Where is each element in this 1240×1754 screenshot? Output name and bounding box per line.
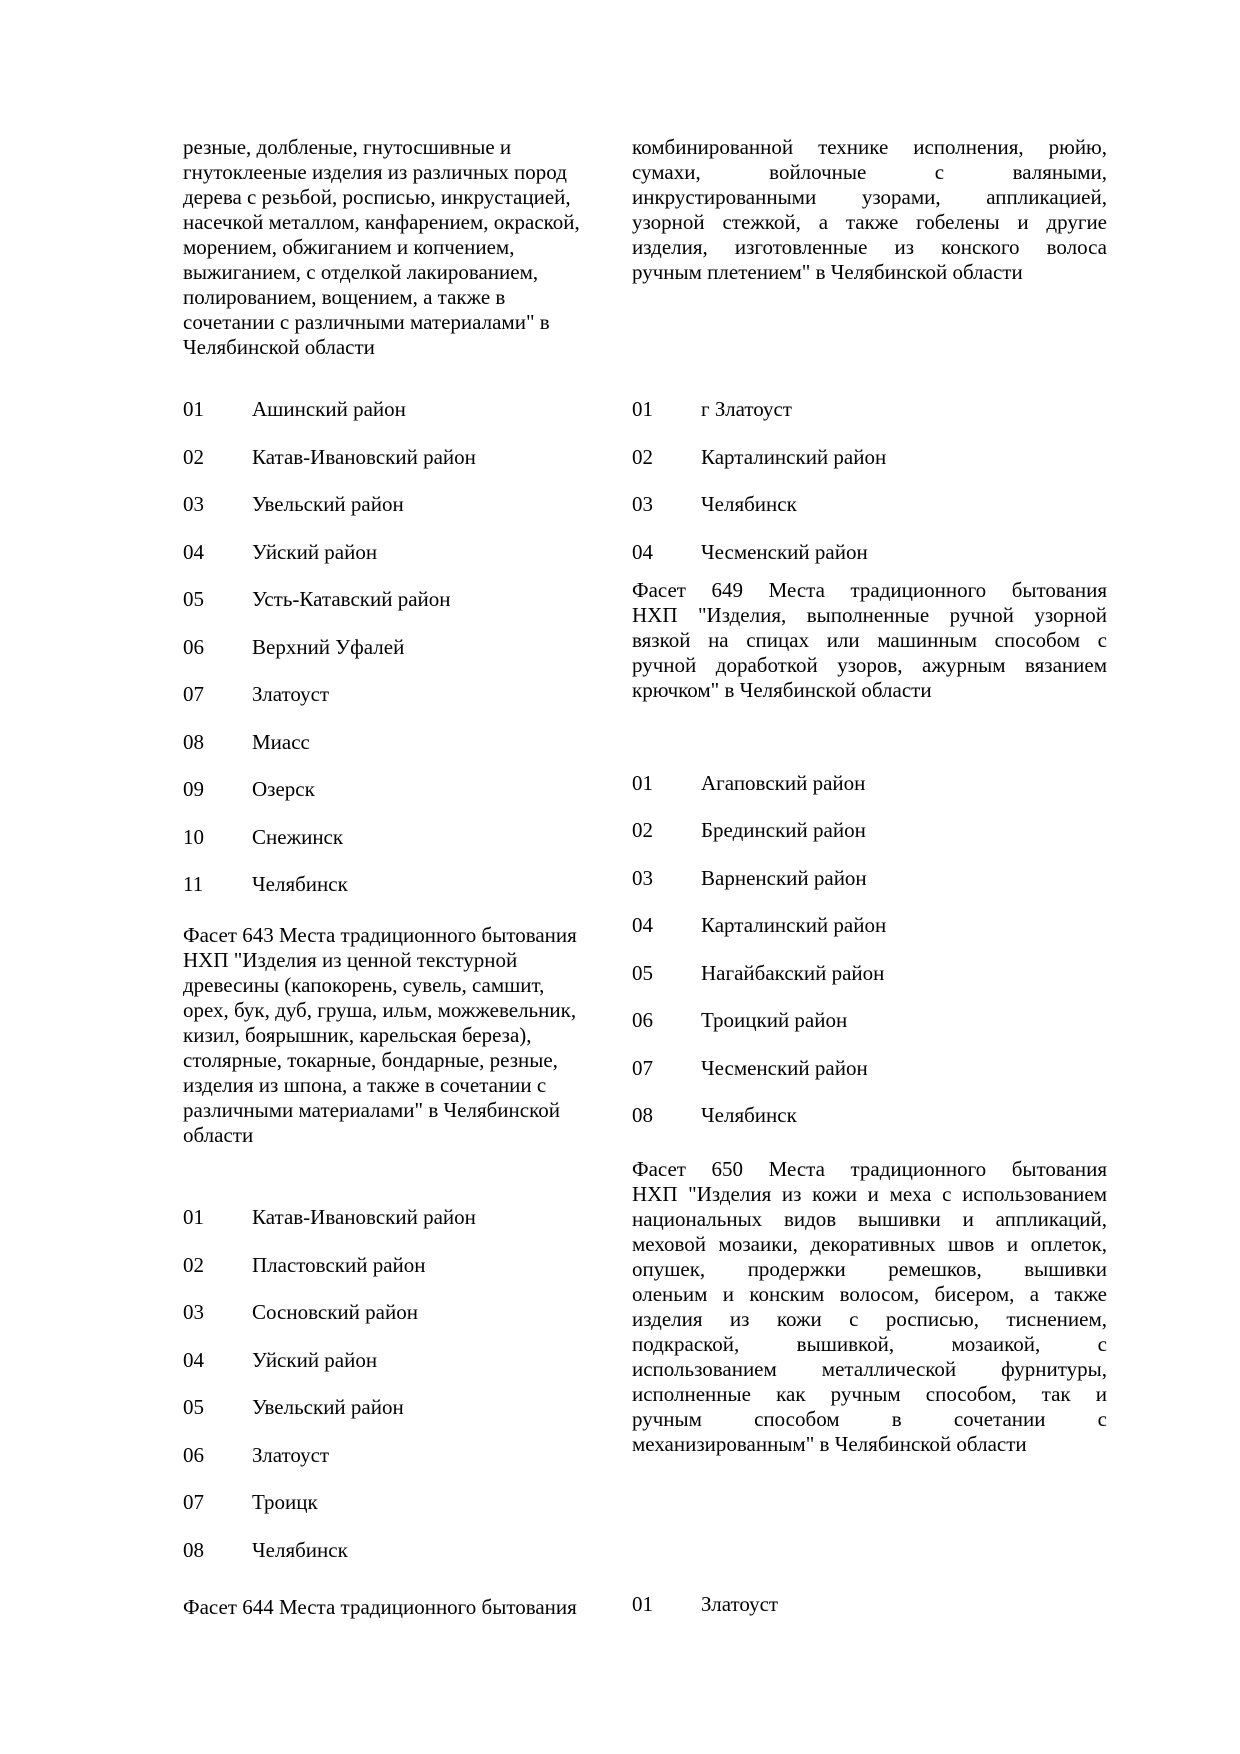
list-item: [183, 1348, 643, 1373]
item-name: Троицк: [252, 1490, 318, 1514]
list-item: [183, 540, 643, 565]
paragraph-line: подкраской, вышивкой, мозаикой, с: [632, 1332, 1107, 1356]
list-item: [183, 682, 643, 707]
paragraph-line: исполненные как ручным способом, так и: [632, 1382, 1107, 1406]
item-name: Катав-Ивановский район: [252, 444, 476, 469]
paragraph-line: изделия из шпона, а также в сочетании с: [183, 1073, 547, 1097]
paragraph-line: Фасет 650 Места традиционного бытования: [632, 1157, 1107, 1181]
list-item: [632, 1592, 1107, 1617]
right-top-places-list: [632, 397, 1107, 565]
facet-649-places-list: [632, 771, 1107, 1129]
item-code: 04: [632, 913, 653, 937]
item-name: Увельский район: [252, 1395, 404, 1419]
list-item: [183, 872, 643, 897]
list-item: [632, 913, 1107, 938]
item-name: Увельский район: [252, 492, 404, 516]
list-item: [183, 1253, 643, 1278]
paragraph-line: кизил, боярышник, карельская береза),: [183, 1023, 532, 1047]
item-name: Брединский район: [701, 818, 866, 842]
paragraph-line: гнутоклееные изделия из различных пород: [183, 160, 567, 184]
item-code: 09: [183, 777, 204, 801]
paragraph-line: ручной доработкой узоров, ажурным вязанием: [632, 652, 1107, 677]
facet-649-heading-paragraph: [632, 578, 1107, 703]
paragraph-line: ручным способом в сочетании с: [632, 1407, 1107, 1431]
paragraph-line: использованием металлической фурнитуры,: [632, 1357, 1107, 1381]
paragraph-line: комбинированной технике исполнения, рюйю,: [632, 135, 1107, 159]
list-item: [183, 1490, 643, 1515]
right-continuation-paragraph: [632, 135, 1107, 285]
item-name: Уйский район: [252, 1347, 378, 1372]
paragraph-line: сумахи, войлочные с валяными,: [632, 160, 1107, 184]
list-item: [183, 1300, 643, 1325]
item-code: 06: [183, 634, 204, 659]
paragraph-line: вязкой на спицах или машинным способом с: [632, 627, 1107, 652]
item-code: 05: [183, 587, 204, 611]
item-name: Челябинск: [252, 1537, 348, 1562]
item-code: 08: [183, 1537, 204, 1562]
item-name: Челябинск: [252, 872, 348, 896]
item-name: Челябинск: [701, 1103, 797, 1127]
facet-643-heading-paragraph: [183, 923, 643, 1148]
paragraph-line: национальных видов вышивки и аппликаций,: [632, 1207, 1107, 1231]
item-code: 03: [632, 492, 653, 516]
list-item: [632, 818, 1107, 843]
list-item: [183, 825, 643, 850]
item-code: 07: [183, 682, 204, 706]
paragraph-line: столярные, токарные, бондарные, резные,: [183, 1048, 558, 1072]
item-name: Нагайбакский район: [701, 960, 885, 985]
item-code: 03: [632, 865, 653, 890]
item-name: Озерск: [252, 777, 315, 801]
paragraph-line: крючком" в Челябинской области: [632, 677, 932, 702]
item-code: 02: [183, 444, 204, 469]
paragraph-line: древесины (капокорень, сувель, самшит,: [183, 973, 545, 997]
item-code: 04: [183, 1347, 204, 1372]
item-code: 06: [632, 1008, 653, 1032]
left-column: [183, 135, 643, 1620]
paragraph-line: Челябинской области: [183, 335, 375, 359]
paragraph-line: выжиганием, с отделкой лакированием,: [183, 260, 539, 284]
list-item: [183, 777, 643, 802]
list-item: [183, 1538, 643, 1563]
paragraph-line: сочетании с различными материалами" в: [183, 310, 550, 334]
item-name: Усть-Катавский район: [252, 587, 451, 611]
list-item: [632, 397, 1107, 422]
item-name: Златоуст: [252, 682, 330, 706]
item-code: 05: [183, 1395, 204, 1419]
item-code: 11: [183, 872, 204, 896]
paragraph-line: различными материалами" в Челябинской: [183, 1098, 560, 1122]
item-code: 06: [183, 1442, 204, 1467]
item-name: Чесменский район: [701, 1055, 868, 1080]
item-name: г Златоуст: [701, 397, 792, 421]
list-item: [632, 1008, 1107, 1033]
paragraph-line: узорной стежкой, а также гобелены и другие: [632, 210, 1107, 234]
item-code: 02: [632, 444, 653, 469]
facet-642-continuation-paragraph: [183, 135, 643, 360]
paragraph-line: морением, обжиганием и копчением,: [183, 235, 515, 259]
item-code: 04: [183, 539, 204, 564]
list-item: [632, 1103, 1107, 1128]
item-name: Карталинский район: [701, 444, 887, 469]
item-code: 10: [183, 824, 204, 849]
facet-643-places-list: [183, 1205, 643, 1563]
paragraph-line: полированием, вощением, а также в: [183, 285, 506, 309]
list-item: [632, 961, 1107, 986]
item-code: 07: [183, 1490, 204, 1514]
item-code: 02: [183, 1252, 204, 1277]
item-name: Ашинский район: [252, 397, 406, 421]
facet-650-places-list: [632, 1592, 1107, 1617]
paragraph-line: изделия из кожи с росписью, тиснением,: [632, 1307, 1107, 1331]
item-name: Пластовский район: [252, 1252, 426, 1277]
item-code: 01: [183, 397, 204, 421]
list-item: [183, 1395, 643, 1420]
item-name: Верхний Уфалей: [252, 634, 405, 659]
item-name: Челябинск: [701, 492, 797, 516]
paragraph-line: дерева с резьбой, росписью, инкрустацией,: [183, 185, 571, 209]
item-code: 01: [632, 1592, 653, 1616]
facet-644-heading-paragraph: [183, 1595, 643, 1620]
paragraph-line: изделия, изготовленные из конского волоса: [632, 235, 1107, 259]
item-code: 03: [183, 492, 204, 516]
paragraph-line: Фасет 644 Места традиционного бытования: [183, 1594, 577, 1619]
list-item: [183, 1205, 643, 1230]
item-name: Снежинск: [252, 824, 344, 849]
list-item: [183, 730, 643, 755]
list-item: [183, 587, 643, 612]
list-item: [183, 445, 643, 470]
item-name: Златоуст: [701, 1592, 779, 1616]
item-code: 01: [632, 770, 653, 795]
item-name: Уйский район: [252, 539, 378, 564]
paragraph-line: орех, бук, дуб, груша, ильм, можжевельник,: [183, 998, 577, 1022]
item-code: 04: [632, 539, 653, 564]
item-name: Чесменский район: [701, 539, 868, 564]
item-name: Агаповский район: [701, 770, 866, 795]
paragraph-line: НХП "Изделия из кожи и меха с использованием: [632, 1182, 1107, 1206]
list-item: [632, 445, 1107, 470]
item-code: 03: [183, 1300, 204, 1324]
item-name: Сосновский район: [252, 1300, 418, 1324]
list-item: [632, 492, 1107, 517]
item-code: 01: [632, 397, 653, 421]
paragraph-line: НХП "Изделия, выполненные ручной узорной: [632, 602, 1107, 627]
item-name: Катав-Ивановский район: [252, 1205, 476, 1229]
list-item: [183, 635, 643, 660]
item-code: 08: [632, 1103, 653, 1127]
facet-642-places-list: [183, 397, 643, 897]
paragraph-line: НХП "Изделия из ценной текстурной: [183, 948, 518, 972]
right-column: [632, 135, 1107, 1617]
list-item: [632, 1056, 1107, 1081]
item-name: Златоуст: [252, 1442, 330, 1467]
item-name: Карталинский район: [701, 913, 887, 937]
paragraph-line: резные, долбленые, гнутосшивные и: [183, 135, 512, 159]
item-name: Варненский район: [701, 865, 867, 890]
facet-650-heading-paragraph: [632, 1157, 1107, 1457]
item-code: 07: [632, 1055, 653, 1080]
list-item: [183, 1443, 643, 1468]
item-code: 02: [632, 818, 653, 842]
list-item: [183, 397, 643, 422]
item-code: 01: [183, 1205, 204, 1229]
paragraph-line: насечкой металлом, канфарением, окраской,: [183, 210, 580, 234]
paragraph-line: оленьим и конским волосом, бисером, а также: [632, 1282, 1107, 1306]
paragraph-line: Фасет 643 Места традиционного бытования: [183, 923, 577, 947]
paragraph-line: области: [183, 1123, 254, 1147]
paragraph-line: механизированным" в Челябинской области: [632, 1432, 1027, 1456]
list-item: [632, 866, 1107, 891]
item-code: 08: [183, 729, 204, 754]
paragraph-line: Фасет 649 Места традиционного бытования: [632, 577, 1107, 602]
list-item: [183, 492, 643, 517]
paragraph-line: меховой мозаики, декоративных швов и оплеток,: [632, 1232, 1107, 1256]
paragraph-line: опушек, продержки ремешков, вышивки: [632, 1257, 1107, 1281]
item-name: Троицкий район: [701, 1008, 848, 1032]
item-code: 05: [632, 960, 653, 985]
item-name: Миасс: [252, 729, 310, 754]
list-item: [632, 771, 1107, 796]
list-item: [632, 540, 1107, 565]
paragraph-line: инкрустированными узорами, аппликацией,: [632, 185, 1107, 209]
paragraph-line: ручным плетением" в Челябинской области: [632, 260, 1023, 284]
